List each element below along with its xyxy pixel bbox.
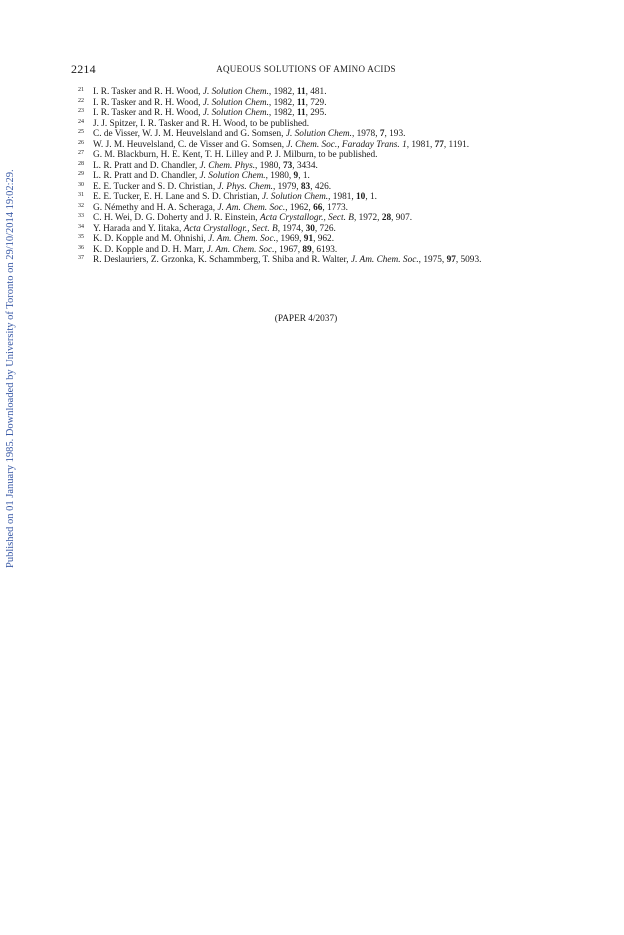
- reference-segment: L. R. Pratt and D. Chandler,: [93, 171, 200, 181]
- reference-item: [78, 119, 548, 130]
- volume-number: 10: [356, 192, 366, 202]
- reference-number: 26: [78, 139, 84, 146]
- reference-item: [78, 150, 548, 161]
- reference-segment: E. E. Tucker, E. H. Lane and S. D. Christian,: [93, 192, 263, 202]
- journal-name: J. Chem. Phys.: [199, 160, 256, 171]
- reference-segment: , 907.: [391, 213, 413, 223]
- reference-text: [93, 192, 548, 203]
- reference-list: [78, 87, 548, 266]
- volume-number: 9: [293, 171, 299, 181]
- running-title: AQUEOUS SOLUTIONS OF AMINO ACIDS: [216, 64, 396, 74]
- volume-number: 83: [300, 181, 311, 192]
- volume-number: 89: [302, 244, 312, 255]
- reference-item: [78, 203, 548, 214]
- reference-segment: C. H. Wei, D. G. Doherty and J. R. Einstein,: [93, 213, 260, 223]
- reference-number: 31: [78, 192, 84, 198]
- volume-number: 7: [379, 129, 385, 139]
- reference-number: 36: [78, 244, 84, 251]
- reference-number: 23: [78, 108, 84, 114]
- reference-number: 37: [78, 255, 84, 261]
- volume-number: 11: [296, 108, 306, 118]
- reference-segment: Y. Harada and Y. Iitaka,: [93, 223, 184, 234]
- volume-number: 97: [446, 255, 456, 265]
- reference-text: [93, 119, 548, 130]
- reference-number: 28: [78, 160, 84, 167]
- reference-segment: , 481.: [305, 87, 327, 97]
- journal-name: J. Solution Chem.: [262, 192, 329, 202]
- reference-segment: K. D. Kopple and D. H. Marr,: [93, 244, 207, 255]
- volume-number: 11: [296, 87, 306, 97]
- reference-segment: I. R. Tasker and R. H. Wood,: [93, 97, 203, 108]
- reference-segment: , 6193.: [311, 244, 338, 255]
- reference-segment: , 426.: [310, 181, 332, 192]
- reference-segment: , 1981,: [406, 139, 435, 150]
- reference-text: [93, 129, 548, 140]
- reference-number: 22: [78, 97, 84, 104]
- reference-segment: G. Némethy and H. A. Scheraga,: [93, 202, 218, 213]
- reference-text: [93, 150, 548, 161]
- reference-segment: I. R. Tasker and R. H. Wood,: [93, 87, 203, 97]
- reference-item: [78, 213, 548, 224]
- journal-name: J. Am. Chem. Soc.: [206, 244, 275, 255]
- reference-text: [93, 213, 548, 224]
- journal-name: J. Solution Chem.: [202, 108, 269, 118]
- reference-text: [93, 108, 548, 119]
- journal-name: J. Phys. Chem.: [217, 181, 273, 192]
- journal-name: J. Solution Chem.: [202, 87, 269, 97]
- reference-segment: , 1982,: [268, 87, 297, 97]
- reference-number: 29: [78, 171, 84, 177]
- reference-segment: , 193.: [384, 129, 406, 139]
- reference-text: [93, 245, 548, 256]
- reference-number: 32: [78, 202, 84, 209]
- journal-name: J. Am. Chem. Soc.: [208, 234, 276, 244]
- reference-segment: I. R. Tasker and R. H. Wood,: [93, 108, 203, 118]
- reference-item: [78, 255, 548, 266]
- reference-segment: , 295.: [305, 108, 327, 118]
- journal-name: J. Solution Chem.: [199, 171, 266, 181]
- reference-item: [78, 129, 548, 140]
- reference-segment: , 1972,: [353, 213, 382, 223]
- reference-segment: , 1773.: [322, 202, 348, 213]
- reference-text: [93, 255, 548, 266]
- reference-segment: , 1979,: [273, 181, 301, 192]
- volume-number: 66: [313, 202, 323, 213]
- reference-segment: E. E. Tucker and S. D. Christian,: [93, 181, 218, 192]
- reference-segment: , 962.: [313, 234, 335, 244]
- reference-segment: , 1967,: [274, 244, 303, 255]
- volume-number: 30: [305, 223, 315, 234]
- reference-text: [93, 87, 548, 98]
- reference-segment: G. M. Blackburn, H. E. Kent, T. H. Lilley and P. J. Milburn, to be published.: [93, 150, 378, 160]
- reference-segment: , 1975,: [418, 255, 447, 265]
- reference-item: [78, 245, 548, 256]
- reference-item: [78, 182, 548, 193]
- reference-segment: , 1982,: [268, 97, 297, 108]
- reference-segment: , 1980,: [255, 160, 283, 171]
- volume-number: 28: [381, 213, 392, 223]
- reference-number: 30: [78, 181, 84, 188]
- journal-name: J. Am. Chem. Soc.: [217, 202, 286, 213]
- reference-number: 25: [78, 129, 84, 135]
- reference-text: [93, 161, 548, 172]
- volume-number: 77: [434, 139, 444, 150]
- reference-number: 21: [78, 87, 84, 93]
- reference-segment: , 1981,: [328, 192, 357, 202]
- reference-segment: W. J. M. Heuvelsland, C. de Visser and G. Somsen,: [93, 139, 287, 150]
- journal-name: J. Chem. Soc., Faraday Trans. 1: [286, 139, 407, 150]
- reference-number: 34: [78, 223, 84, 230]
- journal-name: Acta Crystallogr., Sect. B: [183, 223, 278, 234]
- reference-item: [78, 224, 548, 235]
- reference-segment: , 1974,: [277, 223, 306, 234]
- reference-text: [93, 140, 548, 151]
- reference-segment: , 729.: [305, 97, 327, 108]
- reference-item: [78, 234, 548, 245]
- reference-segment: , 1.: [365, 192, 377, 202]
- page-number: 2214: [71, 62, 96, 76]
- reference-segment: C. de Visser, W. J. M. Heuvelsland and G. Somsen,: [93, 129, 286, 139]
- journal-name: J. Solution Chem.: [202, 97, 269, 108]
- reference-item: [78, 171, 548, 182]
- reference-text: [93, 98, 548, 109]
- reference-segment: , 1969,: [275, 234, 304, 244]
- journal-name: Acta Crystallogr., Sect. B: [259, 213, 354, 223]
- journal-name: J. Solution Chem.: [285, 129, 352, 139]
- reference-segment: , 726.: [314, 223, 336, 234]
- reference-number: 33: [78, 213, 84, 219]
- reference-item: [78, 98, 548, 109]
- volume-number: 91: [303, 234, 314, 244]
- reference-segment: , 3434.: [292, 160, 318, 171]
- reference-item: [78, 192, 548, 203]
- reference-segment: K. D. Kopple and M. Ohnishi,: [93, 234, 209, 244]
- volume-number: 73: [282, 160, 293, 171]
- reference-segment: , 1962,: [285, 202, 314, 213]
- page-header: [71, 62, 541, 78]
- reference-text: [93, 224, 548, 235]
- reference-number: 24: [78, 118, 84, 125]
- reference-item: [78, 87, 548, 98]
- reference-item: [78, 140, 548, 151]
- reference-segment: L. R. Pratt and D. Chandler,: [93, 160, 200, 171]
- paper-id: (PAPER 4/2037): [274, 314, 338, 324]
- reference-text: [93, 203, 548, 214]
- reference-text: [93, 182, 548, 193]
- reference-text: [93, 234, 548, 245]
- download-notice[interactable]: Published on 01 January 1985. Downloaded by University of Toronto on 29/10/2014 19:02:29.: [5, 169, 16, 568]
- reference-segment: , 1191.: [443, 139, 470, 150]
- reference-segment: , 1978,: [351, 129, 380, 139]
- reference-item: [78, 108, 548, 119]
- reference-segment: , 1982,: [268, 108, 297, 118]
- reference-item: [78, 161, 548, 172]
- reference-segment: , 1.: [298, 171, 310, 181]
- volume-number: 11: [296, 97, 306, 108]
- reference-segment: J. J. Spitzer, I. R. Tasker and R. H. Wood, to be published.: [93, 118, 310, 129]
- reference-segment: R. Deslauriers, Z. Grzonka, K. Schammberg, T. Shiba and R. Walter,: [93, 255, 351, 265]
- reference-segment: , 1980,: [265, 171, 294, 181]
- reference-number: 35: [78, 234, 84, 240]
- reference-number: 27: [78, 150, 84, 156]
- reference-text: [93, 171, 548, 182]
- reference-segment: , 5093.: [455, 255, 482, 265]
- journal-name: J. Am. Chem. Soc.: [350, 255, 419, 265]
